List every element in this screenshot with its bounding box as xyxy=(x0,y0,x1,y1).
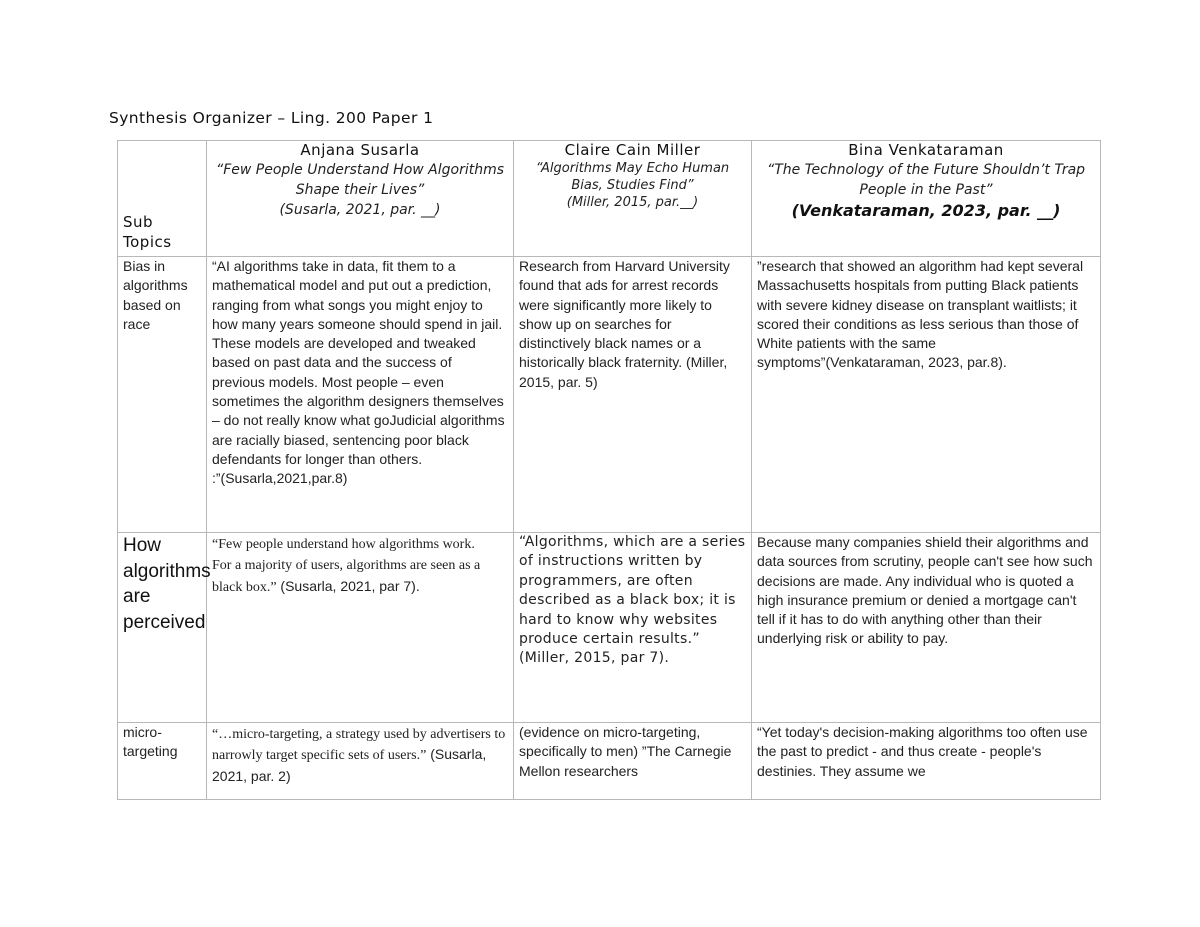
evidence-cell xyxy=(207,533,514,723)
source-author: Bina Venkataraman xyxy=(848,141,1004,159)
evidence-cell: (evidence on micro-targeting, specifically to men) ”The Carnegie Mellon researchers xyxy=(514,723,752,800)
evidence-cell: “AI algorithms take in data, fit them to a mathematical model and put out a prediction, ranging from what songs you might enjoy to how many years someone should spend in jail. These models are developed and tweaked based on past data and the success of previous models. Most people – even sometimes the algorithm designers themselves – do not really know what goJudicial algorithms are racially biased, sentencing poor black defendants for longer than others. :”(Susarla,2021,par.8) xyxy=(207,257,514,533)
source-citation: (Susarla, 2021, par. __) xyxy=(279,202,441,218)
evidence-quote: “…micro-targeting, a strategy used by advertisers to narrowly target specific sets of users.” xyxy=(212,727,506,764)
source-author: Anjana Susarla xyxy=(300,141,420,159)
document-title: Synthesis Organizer – Ling. 200 Paper 1 xyxy=(109,109,434,127)
evidence-cell: Because many companies shield their algorithms and data sources from scrutiny, people can't see how such decisions are made. Any individual who is quoted a high insurance premium or denied a mortgage can't tell if it has to do with anything other than their underlying risk or ability to pay. xyxy=(752,533,1101,723)
sub-topics-header xyxy=(118,141,207,257)
synthesis-organizer-table xyxy=(117,140,1101,800)
source-header-miller xyxy=(514,141,752,257)
source-citation: (Venkataraman, 2023, par. __) xyxy=(791,201,1061,220)
evidence-cell xyxy=(207,723,514,800)
source-title: “The Technology of the Future Shouldn’t Trap People in the Past” xyxy=(766,162,1086,198)
evidence-cell: Research from Harvard University found that ads for arrest records were significantly more likely to show up on searches for distinctively black names or a historically black fraternity. (Miller, 2015, par. 5) xyxy=(514,257,752,533)
evidence-cell: “Algorithms, which are a series of instructions written by programmers, are often described as a black box; it is hard to know why websites produce certain results.” (Miller, 2015, par 7). xyxy=(514,533,752,723)
table-row xyxy=(118,533,1101,723)
sub-topic-cell: micro-targeting xyxy=(118,723,207,800)
evidence-citation: (Susarla, 2021, par 7). xyxy=(276,577,420,594)
source-header-susarla xyxy=(207,141,514,257)
header-row xyxy=(118,141,1101,257)
evidence-cell: “Yet today's decision-making algorithms too often use the past to predict - and thus create - people's destinies. They assume we xyxy=(752,723,1101,800)
evidence-cell: ”research that showed an algorithm had kept several Massachusetts hospitals from putting Black patients with severe kidney disease on transplant waitlists; it scored their conditions as less serious than those of White patients with the same symptoms”(Venkataraman, 2023, par.8). xyxy=(752,257,1101,533)
evidence-quote: “Few people understand how algorithms work. For a majority of users, algorithms are seen as a black box.” xyxy=(212,537,481,595)
source-author: Claire Cain Miller xyxy=(564,141,701,159)
sub-topics-label: Sub Topics xyxy=(123,213,172,251)
source-citation: (Miller, 2015, par.__) xyxy=(566,195,699,210)
table-row xyxy=(118,723,1101,800)
evidence-citation: (Susarla, 2021, par. 2) xyxy=(212,746,487,784)
sub-topic-cell: Bias in algorithms based on race xyxy=(118,257,207,533)
source-header-venkataraman xyxy=(752,141,1101,257)
table-row xyxy=(118,257,1101,533)
source-title: “Few People Understand How Algorithms Shape their Lives” xyxy=(215,162,505,198)
source-title: “Algorithms May Echo Human Bias, Studies Find” xyxy=(535,161,730,193)
sub-topic-cell: How algorithms are perceived xyxy=(118,533,207,723)
